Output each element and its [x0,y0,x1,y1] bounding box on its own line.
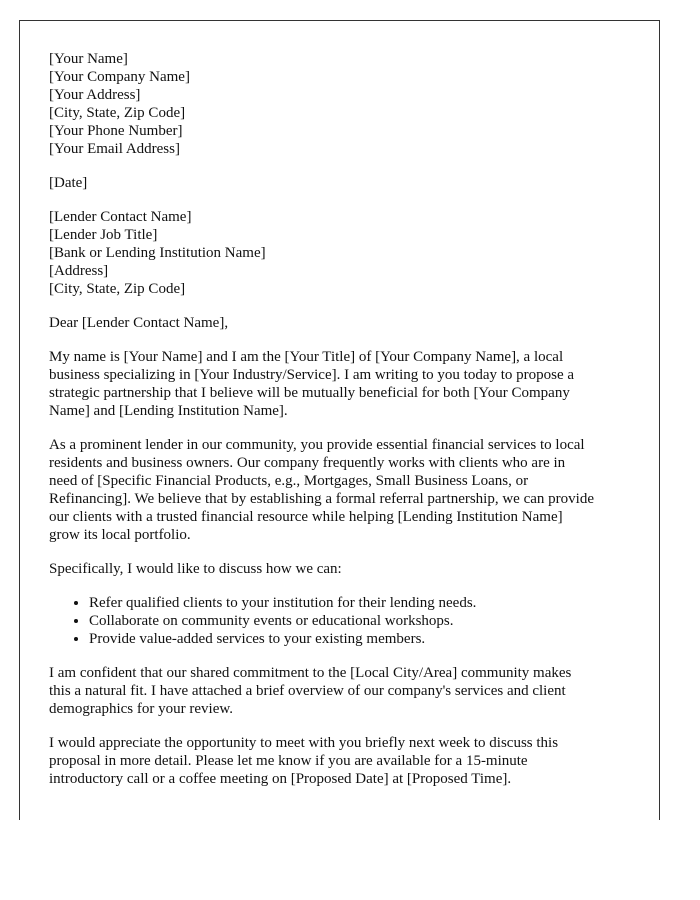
intro-paragraph [49,348,634,420]
letter-body [49,50,634,804]
paragraph-line: demographics for your review. [49,701,233,717]
letter-date: [Date] [49,175,88,191]
discussion-points-list [49,594,634,648]
sender-phone: [Your Phone Number] [49,123,183,139]
paragraph-line: this a natural fit. I have attached a brief overview of our company's services and client [49,683,566,699]
paragraph-line: business specializing in [Your Industry/Service]. I am writing to you today to propose a [49,367,575,383]
confidence-paragraph [49,664,634,718]
recipient-address: [Address] [49,263,109,279]
paragraph-line: introductory call or a coffee meeting on [Proposed Date] at [Proposed Time]. [49,771,512,787]
meeting-request-paragraph [49,734,634,788]
sender-email: [Your Email Address] [49,141,180,157]
sender-address-block [49,50,634,158]
paragraph-line: My name is [Your Name] and I am the [Your Title] of [Your Company Name], a local [49,349,564,365]
date-block [49,174,634,192]
paragraph-line: Refinancing]. We believe that by establishing a formal referral partnership, we can provide [49,491,594,507]
sender-company: [Your Company Name] [49,69,190,85]
paragraph-line: I would appreciate the opportunity to meet with you briefly next week to discuss this [49,735,559,751]
salutation-text: Dear [Lender Contact Name], [49,315,229,331]
list-item: • Refer qualified clients to your institution for their lending needs. [89,594,634,612]
sender-address: [Your Address] [49,87,141,103]
paragraph-line: As a prominent lender in our community, you provide essential financial services to local [49,437,585,453]
recipient-title: [Lender Job Title] [49,227,158,243]
paragraph-line: Name] and [Lending Institution Name]. [49,403,288,419]
sender-name: [Your Name] [49,51,128,67]
letter-page [19,20,660,820]
paragraph-line: grow its local portfolio. [49,527,191,543]
paragraph-line: our clients with a trusted financial resource while helping [Lending Institution Name] [49,509,563,525]
list-item: • Collaborate on community events or educational workshops. [89,612,634,630]
context-paragraph [49,436,634,544]
paragraph-line: I am confident that our shared commitment to the [Local City/Area] community makes [49,665,572,681]
sender-city-state-zip: [City, State, Zip Code] [49,105,186,121]
paragraph-line: residents and business owners. Our company frequently works with clients who are in [49,455,566,471]
recipient-address-block [49,208,634,298]
paragraph-line: Specifically, I would like to discuss how we can: [49,561,342,577]
list-item: • Provide value-added services to your existing members. [89,630,634,648]
salutation [49,314,634,332]
recipient-city-state-zip: [City, State, Zip Code] [49,281,186,297]
discussion-lead-paragraph [49,560,634,578]
recipient-name: [Lender Contact Name] [49,209,192,225]
paragraph-line: need of [Specific Financial Products, e.g., Mortgages, Small Business Loans, or [49,473,529,489]
paragraph-line: proposal in more detail. Please let me know if you are available for a 15-minute [49,753,528,769]
recipient-institution: [Bank or Lending Institution Name] [49,245,266,261]
paragraph-line: strategic partnership that I believe will be mutually beneficial for both [Your Company [49,385,570,401]
